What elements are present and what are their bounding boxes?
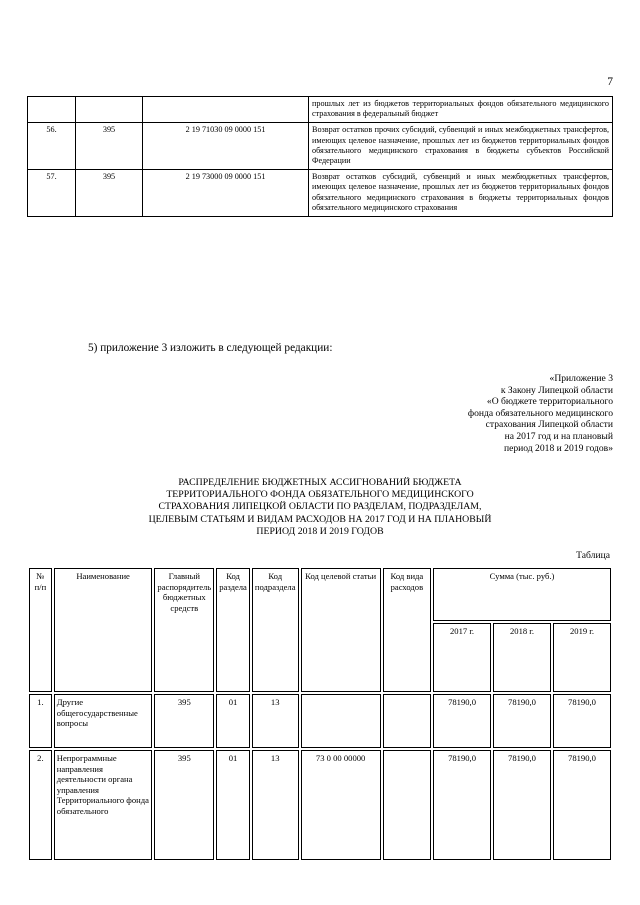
header-name: Наименование: [54, 568, 153, 692]
appendix-ref-line-6: на 2017 год и на плановый: [504, 430, 613, 442]
cell-section-code: 01: [216, 694, 250, 748]
header-year-2017: 2017 г.: [433, 623, 491, 692]
cell-amount-2019: 78190,0: [553, 694, 611, 748]
cell-budget-code: 2 19 73000 09 0000 151: [143, 170, 309, 217]
cell-budget-code: [143, 97, 309, 123]
appendix-ref-line-5: страхования Липецкой области: [485, 419, 613, 431]
header-year-2019: 2019 г.: [553, 623, 611, 692]
table-row: [28, 123, 613, 170]
cell-target-article-code: 73 0 00 00000: [301, 750, 381, 860]
appendix-reference-block: [313, 373, 613, 454]
cell-description: Возврат остатков прочих субсидий, субвенций и иных межбюджетных трансфертов, имеющих целевое назначение, прошлых лет из бюджетов территориальных фондов обязательного медицинского страхования в бюджеты субъектов Российской Федерации: [309, 123, 613, 170]
doc-title-line-3: СТРАХОВАНИЯ ЛИПЕЦКОЙ ОБЛАСТИ ПО РАЗДЕЛАМ, ПОДРАЗДЕЛАМ,: [158, 501, 482, 513]
cell-description: прошлых лет из бюджетов территориальных фондов обязательного медицинского страхования в федеральный бюджет: [309, 97, 613, 123]
cell-admin-code: [76, 97, 143, 123]
table-caption: Таблица: [576, 550, 610, 561]
cell-name: Непрограммные направления деятельности органа управления Территориального фонда обязательного: [54, 750, 153, 860]
appendix-ref-line-2: к Закону Липецкой области: [500, 384, 613, 396]
cell-row-number: 2.: [29, 750, 52, 860]
cell-amount-2017: 78190,0: [433, 750, 491, 860]
cell-expense-type-code: [383, 750, 431, 860]
table-row: [29, 694, 611, 748]
header-chief-administrator: Главный распорядитель бюджетных средств: [154, 568, 214, 692]
appendix-ref-line-3: «О бюджете территориального: [486, 396, 613, 408]
header-year-2018: 2018 г.: [493, 623, 551, 692]
cell-budget-code: 2 19 71030 09 0000 151: [143, 123, 309, 170]
table-header-row: [29, 568, 611, 621]
header-target-article-code: Код целевой статьи: [301, 568, 381, 692]
cell-admin-code: 395: [76, 170, 143, 217]
cell-chief-administrator: 395: [154, 750, 214, 860]
header-row-number: № п/п: [29, 568, 52, 692]
doc-title-line-1: РАСПРЕДЕЛЕНИЕ БЮДЖЕТНЫХ АССИГНОВАНИЙ БЮДЖЕТА: [178, 477, 462, 488]
budget-allocation-table: [27, 566, 613, 862]
doc-title-line-4: ЦЕЛЕВЫМ СТАТЬЯМ И ВИДАМ РАСХОДОВ НА 2017 ГОД И НА ПЛАНОВЫЙ: [148, 513, 492, 525]
cell-section-code: 01: [216, 750, 250, 860]
doc-title-line-5: ПЕРИОД 2018 И 2019 ГОДОВ: [256, 525, 384, 537]
cell-description: Возврат остатков субсидий, субвенций и иных межбюджетных трансфертов, имеющих целевое назначение, прошлых лет из бюджетов территориальных фондов обязательного медицинского страхования в бюджеты территориальных фондов обязательного медицинского страхования: [309, 170, 613, 217]
appendix-ref-line-1: «Приложение 3: [549, 373, 613, 384]
page-number: 7: [607, 76, 613, 88]
cell-name: Другие общегосударственные вопросы: [54, 694, 153, 748]
continued-revenue-table: [27, 96, 613, 217]
header-expense-type-code: Код вида расходов: [383, 568, 431, 692]
cell-admin-code: 395: [76, 123, 143, 170]
cell-amount-2018: 78190,0: [493, 694, 551, 748]
appendix-ref-line-7: период 2018 и 2019 годов»: [503, 442, 613, 454]
table-row: [29, 750, 611, 860]
cell-row-number: [28, 97, 76, 123]
header-section-code: Код раздела: [216, 568, 250, 692]
appendix-ref-line-4: фонда обязательного медицинского: [467, 407, 613, 419]
cell-row-number: 56.: [28, 123, 76, 170]
cell-chief-administrator: 395: [154, 694, 214, 748]
cell-target-article-code: [301, 694, 381, 748]
cell-amount-2017: 78190,0: [433, 694, 491, 748]
cell-subsection-code: 13: [252, 750, 299, 860]
cell-row-number: 57.: [28, 170, 76, 217]
table-row: [28, 170, 613, 217]
cell-amount-2019: 78190,0: [553, 750, 611, 860]
doc-title-line-2: ТЕРРИТОРИАЛЬНОГО ФОНДА ОБЯЗАТЕЛЬНОГО МЕДИЦИНСКОГО: [166, 489, 474, 501]
cell-row-number: 1.: [29, 694, 52, 748]
cell-expense-type-code: [383, 694, 431, 748]
cell-amount-2018: 78190,0: [493, 750, 551, 860]
header-sum-group: Сумма (тыс. руб.): [433, 568, 611, 621]
page-title: [70, 477, 570, 538]
header-subsection-code: Код подраздела: [252, 568, 299, 692]
table-row: [28, 97, 613, 123]
cell-subsection-code: 13: [252, 694, 299, 748]
intro-paragraph: 5) приложение 3 изложить в следующей редакции:: [88, 342, 333, 354]
